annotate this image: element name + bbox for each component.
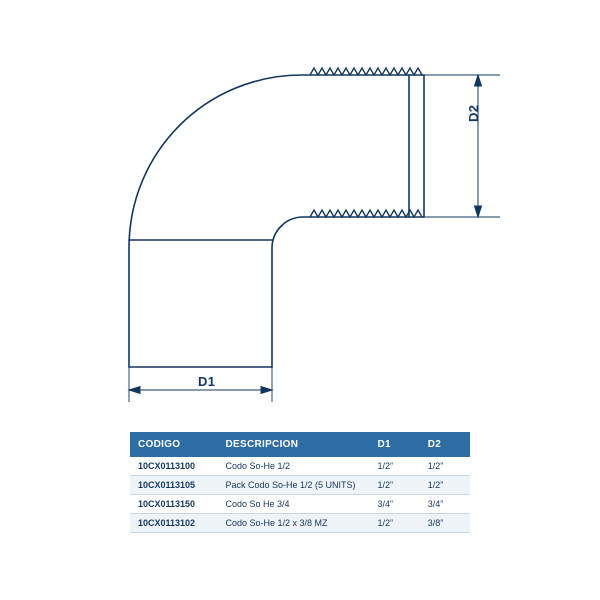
cell-descripcion: Pack Codo So-He 1/2 (5 UNITS)	[218, 476, 370, 495]
thread-teeth-top	[310, 68, 422, 75]
cell-d1: 1/2”	[369, 476, 419, 495]
table-row	[130, 514, 470, 533]
cell-d2: 3/4”	[420, 495, 470, 514]
d1-dimension-label: D1	[198, 374, 216, 389]
cell-descripcion: Codo So He 3/4	[218, 495, 370, 514]
cell-d1: 1/2”	[369, 514, 419, 533]
cell-descripcion: Codo So-He 1/2	[218, 457, 370, 476]
elbow-inner-contour	[272, 217, 424, 367]
d2-arrow-bottom	[475, 206, 482, 217]
cell-codigo: 10CX0113105	[130, 476, 218, 495]
cell-descripcion: Codo So-He 1/2 x 3/8 MZ	[218, 514, 370, 533]
product-spec-table	[130, 432, 470, 533]
cell-d1: 3/4”	[369, 495, 419, 514]
d2-arrow-top	[475, 75, 482, 86]
cell-codigo: 10CX0113150	[130, 495, 218, 514]
cell-d2: 1/2”	[420, 476, 470, 495]
column-header-codigo: CODIGO	[130, 432, 218, 457]
d2-dimension-label: D2	[466, 104, 481, 122]
table-row	[130, 495, 470, 514]
cell-d2: 1/2”	[420, 457, 470, 476]
elbow-outer-contour	[129, 75, 424, 367]
cell-codigo: 10CX0113102	[130, 514, 218, 533]
cell-d1: 1/2”	[369, 457, 419, 476]
column-header-descripcion: DESCRIPCION	[218, 432, 370, 457]
d1-arrow-right	[261, 387, 272, 394]
table-row	[130, 476, 470, 495]
table-row	[130, 457, 470, 476]
column-header-d1: D1	[369, 432, 419, 457]
cell-d2: 3/8”	[420, 514, 470, 533]
cell-codigo: 10CX0113100	[130, 457, 218, 476]
table-header-row	[130, 432, 470, 457]
d1-arrow-left	[129, 387, 140, 394]
column-header-d2: D2	[420, 432, 470, 457]
thread-teeth-inner	[310, 210, 422, 217]
